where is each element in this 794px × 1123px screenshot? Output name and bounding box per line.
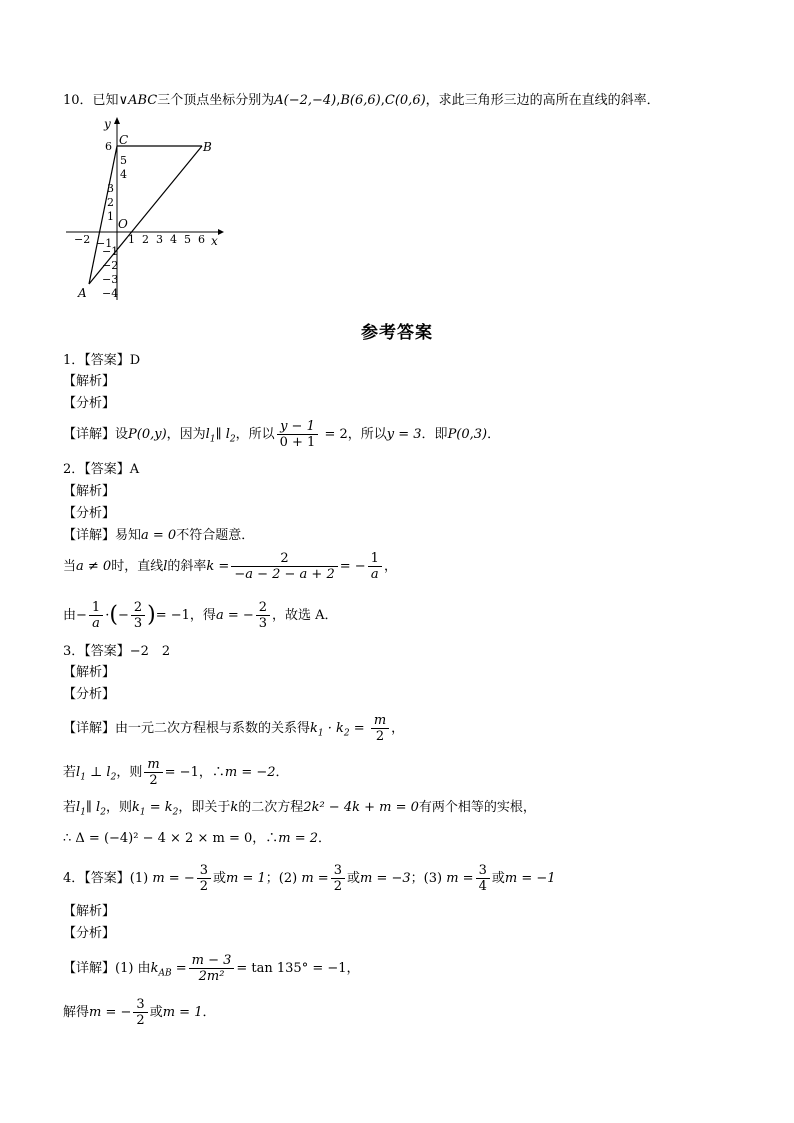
answer-3-fenxi: 【分析】 bbox=[63, 687, 116, 702]
x-tick: 1 bbox=[128, 233, 135, 246]
vertex-c-label: C bbox=[119, 133, 129, 147]
vertex-b-label: B bbox=[203, 140, 212, 154]
answer-3-line4: ∴ Δ = (−4)² − 4 × 2 × m = 0，∴m = 2． bbox=[63, 831, 332, 846]
answer-2-line2: 当a ≠ 0时，直线l的斜率k = $\frac{2}{-a - 2 - a + 2}$ = − $\frac{1}{a}$ ， bbox=[63, 551, 397, 582]
fraction: $\frac{1}{a}$ bbox=[368, 551, 382, 582]
y-tick: 1 bbox=[107, 210, 114, 223]
fraction: $\frac{m - 3}{\text{2m²}}$ bbox=[189, 953, 235, 984]
triangle-figure bbox=[60, 114, 230, 304]
answer-3-line2: 若$l_1$ ⊥ $l_2$，则 $\frac{m}{2}$ = −1，∴m = −2． bbox=[63, 757, 289, 788]
k1-equals-k2: $k_1 = k_2$ bbox=[131, 800, 179, 818]
answer-4-detail: 【详解】(1) 由$k_{AB}$ = $\frac{m - 3}{\text{2m²}}$ = tan 135° = −1， bbox=[63, 953, 360, 984]
answer-4-head: 4．【答案】(1) m = − $\frac{3}{2}$ 或m = 1；(2) m = $\frac{3}{2}$ 或m = −3；(3) m = $\frac{3}{4}$ 或m = −1 bbox=[63, 863, 556, 894]
answer-4-line2: 解得m = − $\frac{3}{2}$ 或m = 1． bbox=[63, 997, 216, 1028]
fraction: $\frac{3}{2}$ bbox=[133, 997, 147, 1028]
answer-2-line3: 由− $\frac{1}{a}$ ·(− $\frac{2}{3}$ )= −1，得a = − $\frac{2}{3}$ ，故选 A． bbox=[63, 600, 338, 631]
answer-4-jiexi: 【解析】 bbox=[63, 904, 116, 919]
x-tick: −1 bbox=[96, 237, 113, 250]
y-axis-label: y bbox=[104, 117, 111, 131]
vertex-a-label: A bbox=[78, 286, 87, 300]
y-tick: −1 bbox=[102, 245, 119, 258]
l1-parallel-l2: $l_1\parallel$ $l_2$ bbox=[76, 800, 106, 818]
answer-2-head: 2．【答案】A bbox=[63, 462, 140, 477]
x-axis-arrow bbox=[218, 229, 224, 235]
answer-3-detail: 【详解】由一元二次方程根与系数的关系得$k_1 \cdot k_2$ = $\frac{m}{2}$ ， bbox=[63, 713, 405, 744]
answer-3-jiexi: 【解析】 bbox=[63, 665, 116, 680]
y-tick: 5 bbox=[120, 154, 127, 167]
fraction: $\frac{2}{3}$ bbox=[131, 600, 145, 631]
answer-3-head: 3．【答案】−2 2 bbox=[63, 644, 171, 659]
x-tick: 6 bbox=[198, 233, 205, 246]
answer-2-jiexi: 【解析】 bbox=[63, 484, 116, 499]
fraction: $\frac{m}{2}$ bbox=[144, 757, 162, 788]
y-tick: −3 bbox=[102, 273, 119, 286]
y-axis-arrow bbox=[114, 117, 120, 124]
answer-2-fenxi: 【分析】 bbox=[63, 506, 116, 521]
answer-1-jiexi: 【解析】 bbox=[63, 374, 116, 389]
k1-times-k2: $k_1 \cdot k_2$ bbox=[310, 721, 350, 739]
l1-perp-l2: $l_1$ ⊥ $l_2$ bbox=[76, 765, 117, 783]
fraction: $\frac{2}{-a - 2 - a + 2}$ bbox=[231, 551, 337, 582]
answers-title: 参考答案 bbox=[361, 323, 433, 343]
x-axis-label: x bbox=[211, 234, 218, 248]
fraction: $\frac{m}{2}$ bbox=[371, 713, 389, 744]
y-tick: −2 bbox=[102, 259, 119, 272]
answer-4-fenxi: 【分析】 bbox=[63, 926, 116, 941]
y-tick: 3 bbox=[107, 182, 114, 195]
x-tick: −2 bbox=[74, 233, 91, 246]
y-tick: −4 bbox=[102, 287, 119, 300]
answer-2-detail: 【详解】易知a = 0不符合题意． bbox=[63, 528, 255, 543]
answer-1-head: 1．【答案】D bbox=[63, 353, 141, 368]
x-tick: 4 bbox=[170, 233, 177, 246]
fraction: $\frac{1}{a}$ bbox=[89, 600, 103, 631]
x-tick: 3 bbox=[156, 233, 163, 246]
fraction: $\frac{2}{3}$ bbox=[256, 600, 270, 631]
fraction: $\frac{3}{4}$ bbox=[476, 863, 490, 894]
fraction: $\frac{3}{2}$ bbox=[197, 863, 211, 894]
l1-parallel-l2: $l_1\parallel$ $l_2$ bbox=[205, 427, 236, 445]
answer-1-fenxi: 【分析】 bbox=[63, 396, 116, 411]
fraction: $\frac{y - 1}{0 + 1}$ bbox=[277, 419, 319, 450]
y-tick: 2 bbox=[107, 196, 114, 209]
origin-label: O bbox=[118, 217, 128, 231]
y-tick: 6 bbox=[105, 140, 112, 153]
answer-3-line3: 若$l_1\parallel$ $l_2$，则$k_1 = k_2$，即关于k的二次方程2k² − 4k + m = 0有两个相等的实根， bbox=[63, 800, 536, 818]
fraction: $\frac{3}{2}$ bbox=[331, 863, 345, 894]
question-10: 10．已知∨ABC三个顶点坐标分别为A(−2,−4),B(6,6),C(0,6)，求此三角形三边的高所在直线的斜率． bbox=[63, 93, 660, 108]
x-tick: 2 bbox=[142, 233, 149, 246]
x-tick: 5 bbox=[184, 233, 191, 246]
y-tick: 4 bbox=[120, 168, 127, 181]
answer-1-detail: 【详解】设P(0,y)，因为$l_1\parallel$ $l_2$，所以 $\frac{y - 1}{0 + 1}$ = 2，所以y = 3．即P(0,3)． bbox=[63, 419, 501, 450]
